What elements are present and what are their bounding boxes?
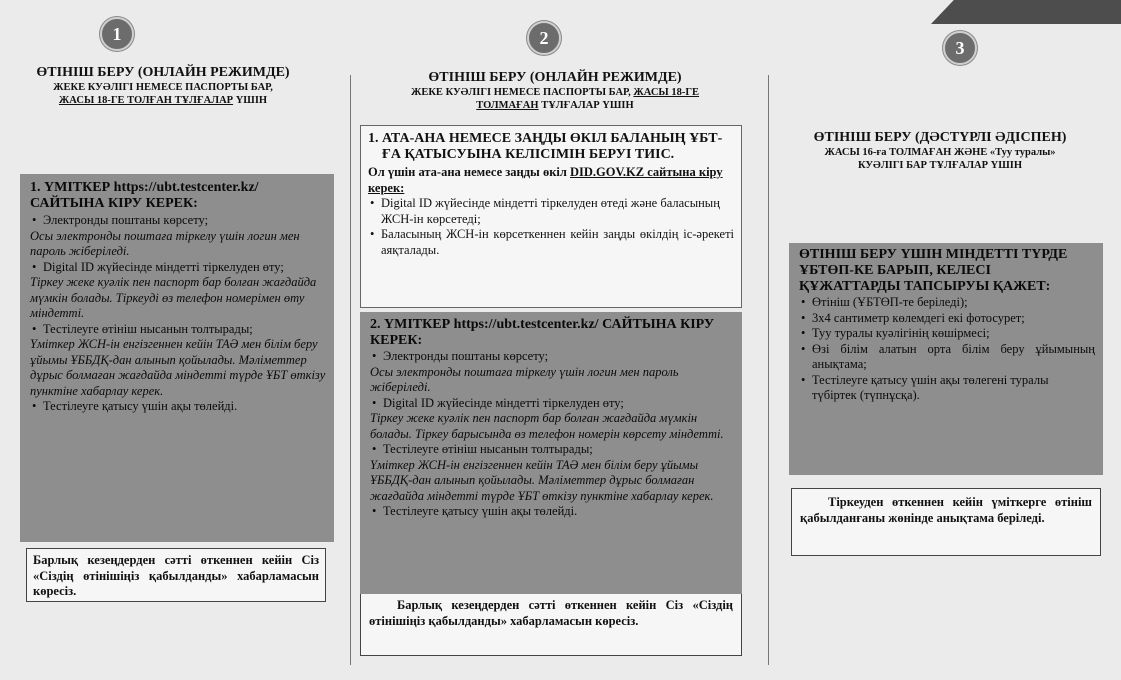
column-1-steps-box: [20, 174, 334, 542]
column-3-documents-box: [789, 243, 1103, 475]
column-1-note-form: Үміткер ЖСН-ін енгізгеннен кейін ТАӘ мен білім беру ұйымы ҰББДҚ-дан алынып қойылады. Мәліметтер дұрыс болмаған жағдайда міндетті түрде ҰБТ өткізу пунктіне хабарлау керек.: [30, 337, 326, 398]
column-2-result-box: [360, 594, 742, 656]
step-badge-3: 3: [943, 31, 977, 65]
column-3-header: [775, 130, 1105, 172]
column-divider-1: [350, 75, 351, 665]
column-1-bullet-payment: • Тестілеуге қатысу үшін ақы төлейді.: [30, 399, 328, 415]
column-3-item-birth-certificate: • Туу туралы куәлігінің көшірмесі;: [799, 326, 1095, 342]
column-3: [775, 0, 1115, 680]
column-1-subtitle-b: ЖАСЫ 18-ГЕ ТОЛҒАН ТҰЛҒАЛАР ҮШІН: [58, 95, 268, 106]
column-2-consent-bullet-2: • Баласының ЖСН-ін көрсеткеннен кейін заңды өкілдің іс-әрекеті аяқталады.: [368, 227, 734, 258]
column-2-consent-box: [360, 125, 742, 308]
column-2-consent-bullet-1: • Digital ID жүйесінде міндетті тіркелуден өтеді және баласының ЖСН-ін көрсетеді;: [368, 196, 734, 227]
column-1-step-title: 1. ҮМІТКЕР https://ubt.testcenter.kz/ САЙТЫНА КІРУ КЕРЕК:: [30, 180, 259, 211]
column-2-step2-title: 2. ҮМІТКЕР https://ubt.testcenter.kz/ САЙТЫНА КІРУ КЕРЕК:: [370, 317, 715, 348]
column-1-bullet-digital-id: • Digital ID жүйесінде міндетті тіркелуден өту;: [30, 260, 328, 276]
step-badge-1: 1: [100, 17, 134, 51]
column-1-bullet-email: • Электронды поштаны көрсету;: [30, 213, 328, 229]
column-2-note-email: Осы электронды поштаға тіркелу үшін логин мен пароль жіберіледі.: [370, 364, 679, 394]
column-1-result-text: Барлық кезеңдерден сәтті өткеннен кейін Сіз «Сіздің өтінішіңіз қабылданды» хабарламасын көресіз.: [33, 553, 319, 598]
column-2-header: [355, 70, 755, 112]
column-3-item-application: • Өтініш (ҰБТӨП-те беріледі);: [799, 295, 1095, 311]
column-2-step1-title: 1. АТА-АНА НЕМЕСЕ ЗАҢДЫ ӨКІЛ БАЛАНЫҢ ҰБТ-ҒА ҚАТЫСУЫНА КЕЛІСІМІН БЕРУІ ТИІС.: [368, 131, 723, 162]
column-2-step1-lead: Ол үшін ата-ана немесе заңды өкіл DID.GOV.KZ сайтына кіру керек:: [368, 165, 723, 195]
column-1-title: ӨТІНІШ БЕРУ (ОНЛАЙН РЕЖИМДЕ): [36, 65, 290, 80]
step-badge-2: 2: [527, 21, 561, 55]
column-divider-2: [768, 75, 769, 665]
column-3-title: ӨТІНІШ БЕРУ (ДӘСТҮРЛІ ӘДІСПЕН): [813, 130, 1067, 145]
column-3-item-school-certificate: • Өзі білім алатын орта білім беру ұйымының анықтама;: [799, 342, 1095, 373]
column-2-result-text: Барлық кезеңдерден сәтті өткеннен кейін Сіз «Сіздің өтінішіңіз қабылданды» хабарламасын көресіз.: [369, 598, 733, 628]
column-1-note-digital-id: Тіркеу жеке куәлік пен паспорт бар болған жағдайда мүмкін болады. Тіркеуді өз телефон номерімен өту міндетті.: [30, 275, 317, 320]
column-2-subtitle-b: ТОЛМАҒАН ТҰЛҒАЛАР ҮШІН: [476, 100, 634, 111]
column-2-bullet-digital-id: • Digital ID жүйесінде міндетті тіркелуден өту;: [370, 396, 735, 412]
column-1: [18, 0, 348, 680]
column-1-header: [18, 65, 308, 107]
column-2-steps-box: [360, 312, 742, 594]
column-3-result-box: [791, 488, 1101, 556]
column-2-note-digital-id: Тіркеу жеке куәлік пен паспорт бар болған жағдайда мүмкін болады. Тіркеу барысында өз телефон номерін көрсету міндетті.: [370, 411, 724, 441]
column-1-note-email: Осы электронды поштаға тіркелу үшін логин мен пароль жіберіледі.: [30, 228, 300, 258]
column-3-item-payment-receipt: • Тестілеуге қатысу үшін ақы төлегені туралы түбіртек (түпнұсқа).: [799, 373, 1095, 404]
column-3-subtitle: ЖАСЫ 16-ға ТОЛМАҒАН ЖӘНЕ «Туу туралы» КУӘЛІГІ БАР ТҰЛҒАЛАР ҮШІН: [824, 147, 1056, 171]
column-2-subtitle-a: ЖЕКЕ КУӘЛІГІ НЕМЕСЕ ПАСПОРТЫ БАР, ЖАСЫ 18-ГЕ: [410, 87, 700, 98]
column-2-bullet-form: • Тестілеуге өтініш нысанын толтырады;: [370, 442, 735, 458]
column-2-bullet-email: • Электронды поштаны көрсету;: [370, 349, 735, 365]
column-3-item-photos: • 3х4 сантиметр көлемдегі екі фотосурет;: [799, 311, 1095, 327]
column-2-title: ӨТІНІШ БЕРУ (ОНЛАЙН РЕЖИМДЕ): [428, 70, 682, 85]
column-1-result-box: [26, 548, 326, 602]
column-3-result-text: Тіркеуден өткеннен кейін үміткерге өтініш қабылданғаны жөнінде анықтама беріледі.: [800, 495, 1092, 525]
column-1-bullet-form: • Тестілеуге өтініш нысанын толтырады;: [30, 322, 328, 338]
column-2: [355, 0, 765, 680]
column-2-bullet-payment: • Тестілеуге қатысу үшін ақы төлейді.: [370, 504, 735, 520]
column-3-box-title: ӨТІНІШ БЕРУ ҮШІН МІНДЕТТІ ТҮРДЕ ҰБТӨП-КЕ БАРЫП, КЕЛЕСІ ҚҰЖАТТАРДЫ ТАПСЫРУЫ ҚАЖЕТ:: [799, 247, 1068, 294]
column-1-subtitle-a: ЖЕКЕ КУӘЛІГІ НЕМЕСЕ ПАСПОРТЫ БАР,: [53, 82, 273, 93]
column-2-note-form: Үміткер ЖСН-ін енгізгеннен кейін ТАӘ мен білім беру ұйымы ҰББДҚ-дан алынып қойылады. Мәліметтер дұрыс болмаған жағдайда міндетті түрде ҰБТ өткізу пунктіне хабарлау керек.: [370, 457, 714, 503]
